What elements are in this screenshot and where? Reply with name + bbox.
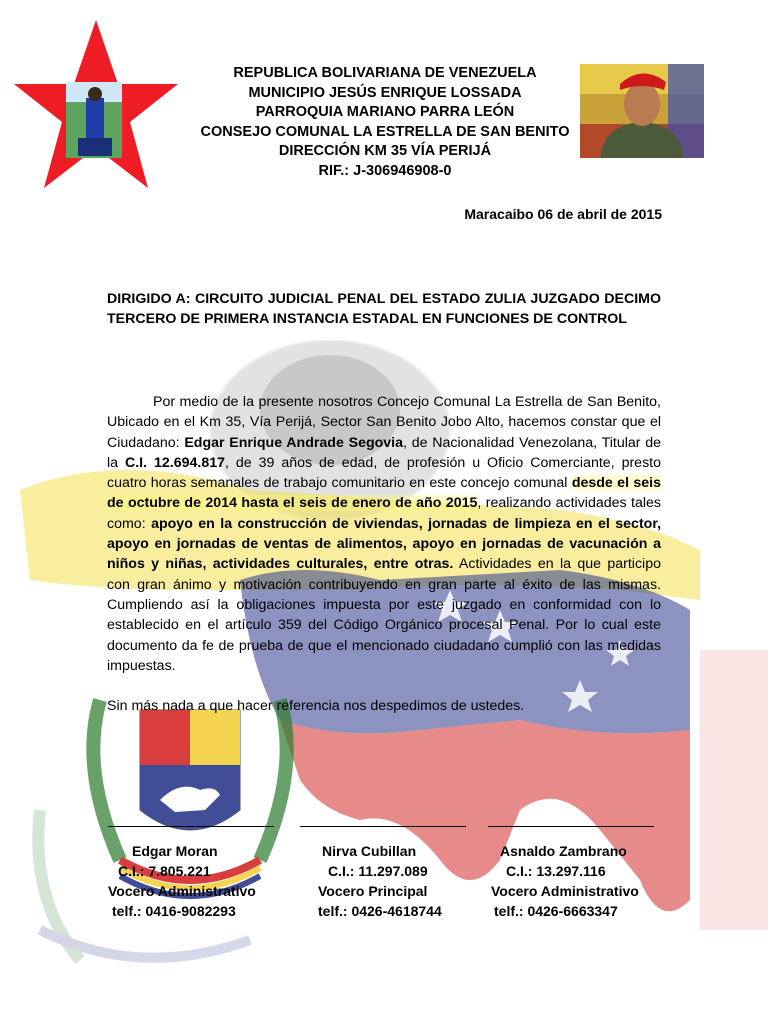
- signatory-role: Vocero Administrativo: [491, 883, 639, 899]
- signatory-id: C.I.: 13.297.116: [506, 863, 606, 879]
- signature-line: [300, 826, 466, 839]
- service-period: desde el seis de octubre de 2014 hasta el seis de enero de año 2015: [107, 475, 661, 512]
- leader-portrait-photo: [580, 64, 704, 158]
- signatory-role: Vocero Principal: [318, 883, 428, 899]
- signature-line: [488, 826, 654, 839]
- signature-block: [300, 826, 480, 921]
- signatory-role: Vocero Administrativo: [108, 883, 256, 899]
- addressee: DIRIGIDO A: CIRCUITO JUDICIAL PENAL DEL ESTADO ZULIA JUZGADO DECIMO TERCERO DE PRIMERA INSTANCIA ESTADAL EN FUNCIONES DE CONTROL: [107, 291, 661, 327]
- header-line-council: CONSEJO COMUNAL LA ESTRELLA DE SAN BENITO: [200, 123, 570, 140]
- header-line-republic: REPUBLICA BOLIVARIANA DE VENEZUELA: [233, 65, 537, 81]
- red-star-logo: [8, 18, 184, 194]
- body-intro: Por medio de la presente nosotros Concejo Comunal La Estrella de San Benito, Ubicado en el Km 35, Vía Perijá, Sector San Benito Jobo Alto, hacemos constar que el Ciudadano:: [107, 394, 661, 451]
- signatory-name: Nirva Cubillan: [322, 843, 417, 859]
- organization-header: [190, 64, 580, 182]
- body-conclusion: Actividades en la que participo con gran ánimo y motivación contribuyendo en gran parte al éxito de las mismas. Cumpliendo así la obligaciones impuesta por este juzgado en conformidad con lo establecido en el artículo 359 del Código Orgánico procesal Penal. Por lo cual este documento da fe de prueba de que el mencionado ciudadano cumplió con las medidas impuestas.: [107, 556, 661, 674]
- header-line-address: DIRECCIÓN KM 35 VÍA PERIJÁ: [278, 143, 492, 160]
- closing-line: Sin más nada a que hacer referencia nos despedimos de ustedes.: [107, 698, 525, 714]
- body-profession: , de 39 años de edad, de profesión u Oficio Comerciante, presto cuatro horas semanales de trabajo comunitario en este concejo comunal: [107, 454, 662, 492]
- signatory-id: C.I.: 7.805.221: [118, 863, 211, 879]
- header-line-rif: RIF.: J-306946908-0: [318, 162, 452, 179]
- signatory-phone: telf.: 0426-4618744: [318, 903, 442, 919]
- document-date: Maracaibo 06 de abril de 2015: [464, 206, 662, 222]
- signatory-name: Asnaldo Zambrano: [500, 843, 627, 859]
- signature-block: [108, 826, 288, 921]
- signature-line: [108, 826, 274, 839]
- header-line-municipality: MUNICIPIO JESÚS ENRIQUE LOSSADA: [248, 84, 522, 101]
- body-activities-intro: , realizando actividades tales como:: [107, 495, 661, 532]
- signatory-name: Edgar Moran: [132, 843, 218, 859]
- activities-list: apoyo en la construcción de viviendas, jornadas de limpieza en el sector, apoyo en jornadas de ventas de alimentos, apoyo en jornadas de vacunación a niños y niñas, actividades culturales, entre otras.: [107, 515, 662, 573]
- header-line-parish: PARROQUIA MARIANO PARRA LEÓN: [255, 104, 515, 121]
- signatory-phone: telf.: 0426-6663347: [494, 903, 618, 919]
- letter-body: [107, 392, 661, 676]
- citizen-id: C.I. 12.694.817: [124, 454, 226, 471]
- body-nationality: , de Nacionalidad Venezolana, Titular de la: [107, 434, 662, 471]
- signatory-phone: telf.: 0416-9082293: [112, 903, 236, 919]
- citizen-name: Edgar Enrique Andrade Segovia: [184, 434, 404, 451]
- signature-block: [488, 826, 668, 921]
- signatory-id: C.I.: 11.297.089: [328, 863, 428, 879]
